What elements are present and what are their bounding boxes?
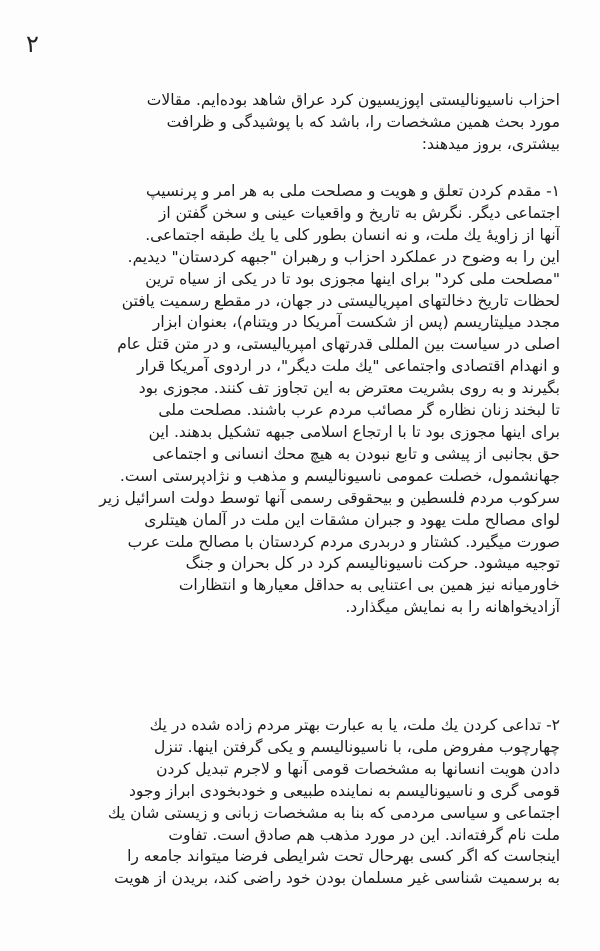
text-line: مورد بحث همین مشخصات را، باشد که با پوشیدگی و ظرافت bbox=[166, 112, 560, 131]
text-line: ملت نام گرفته‌اند. این در مورد مذهب هم صادق است. تفاوت bbox=[168, 825, 560, 844]
text-line: ۲- تداعی کردن یك ملت، یا به عبارت بهتر مردم زاده شده در یك bbox=[149, 716, 560, 734]
text-line: توجیه میشود. حرکت ناسیونالیسم کرد در کل بحران و جنگ bbox=[185, 554, 560, 573]
text-line: به برسمیت شناسی غیر مسلمان بودن خود راضی کند، بریدن از هویت bbox=[114, 869, 560, 888]
page-number: ۲ bbox=[26, 30, 39, 58]
text-line: و انهدام اقتصادی واجتماعی "یك ملت دیگر"، در اردوی آمریکا قرار bbox=[137, 357, 560, 376]
intro-paragraph bbox=[36, 90, 560, 156]
text-line: صورت میگیرد. کشتار و دربدری مردم کردستان با مصالح ملت عرب bbox=[127, 532, 560, 551]
text-line: ۱- مقدم کردن تعلق و هویت و مصلحت ملی به هر امر و پرنسیپ bbox=[146, 182, 560, 200]
text-line: اجتماعی و سیاسی مردمی که بنا به مشخصات زبانی و زیستی شان یك bbox=[107, 803, 560, 822]
text-line: آنها از زاویهٔ یك ملت، و نه انسان بطور کلی یا یك طبقه اجتماعی. bbox=[145, 225, 560, 244]
text-line: خاورمیانه نیز همین بی اعتنایی به حداقل معیارها و انتظارات bbox=[178, 576, 560, 595]
text-line: برای اینها مجوزی بود تا با ارتجاع اسلامی جبهه تشکیل بدهند. این bbox=[148, 422, 560, 441]
text-line: مجدد میلیتاریسم (پس از شکست آمریکا در ویتنام)، بعنوان ابزار bbox=[152, 313, 560, 332]
text-line: تا لبخند زنان نظاره گر مصائب مردم عرب باشند. مصلحت ملی bbox=[158, 401, 560, 420]
text-line: بگیرند و به روی بشریت معترض به این تجاوز تف کنند. مجوزی بود bbox=[138, 379, 560, 398]
paragraph-1 bbox=[36, 181, 560, 619]
text-line: اینجاست که اگر کسی بهرحال تحت شرایطی فرضا میتواند جامعه را bbox=[127, 847, 560, 866]
text-line: آزادیخواهانه را به نمایش میگذارد. bbox=[345, 598, 560, 617]
text-line: "مصلحت ملی کرد" برای اینها مجوزی بود تا در یکی از سیاه ترین bbox=[145, 269, 560, 288]
text-line: احزاب ناسیونالیستی اپوزیسیون کرد عراق شاهد بوده‌ایم. مقالات bbox=[146, 91, 560, 109]
text-line: جهانشمول، خصلت عمومی ناسیونالیسم و مذهب و نژادپرستی است. bbox=[119, 466, 560, 485]
text-line: دادن هویت انسانها به مشخصات قومی آنها و لاجرم تبدیل کردن bbox=[156, 759, 560, 778]
text-line: حق بجانبی از پیشی و تابع نبودن به هیچ محك انسانی و اجتماعی bbox=[152, 444, 560, 463]
paragraph-2 bbox=[36, 715, 560, 890]
text-line: بیشتری، بروز میدهند: bbox=[421, 134, 560, 153]
text-line: اجتماعی دیگر. نگرش به تاریخ و واقعیات عینی و سخن گفتن از bbox=[158, 203, 560, 222]
text-line: اصلی در سیاست بین المللی قدرتهای امپریالیستی، و در متن قتل عام bbox=[117, 335, 560, 354]
text-line: قومی گری و ناسیونالیسم به نماینده طبیعی و خودبخودی ابراز وجود bbox=[129, 781, 560, 800]
text-line: این را به وضوح در عملکرد احزاب و رهبران "جبهه کردستان" دیدیم. bbox=[127, 247, 560, 266]
text-line: سرکوب مردم فلسطین و بیحقوقی رسمی آنها توسط دولت اسرائیل زیر bbox=[99, 488, 560, 507]
text-line: لوای مصالح ملت یهود و جبران مشقات این ملت در آلمان هیتلری bbox=[144, 510, 560, 529]
text-line: چهارچوب مفروض ملی، با ناسیونالیسم و یکی گرفتن اینها. تنزل bbox=[153, 737, 560, 756]
text-line: لحظات تاریخ دخالتهای امپریالیستی در جهان، در مقطع رسمیت یافتن bbox=[121, 291, 560, 310]
